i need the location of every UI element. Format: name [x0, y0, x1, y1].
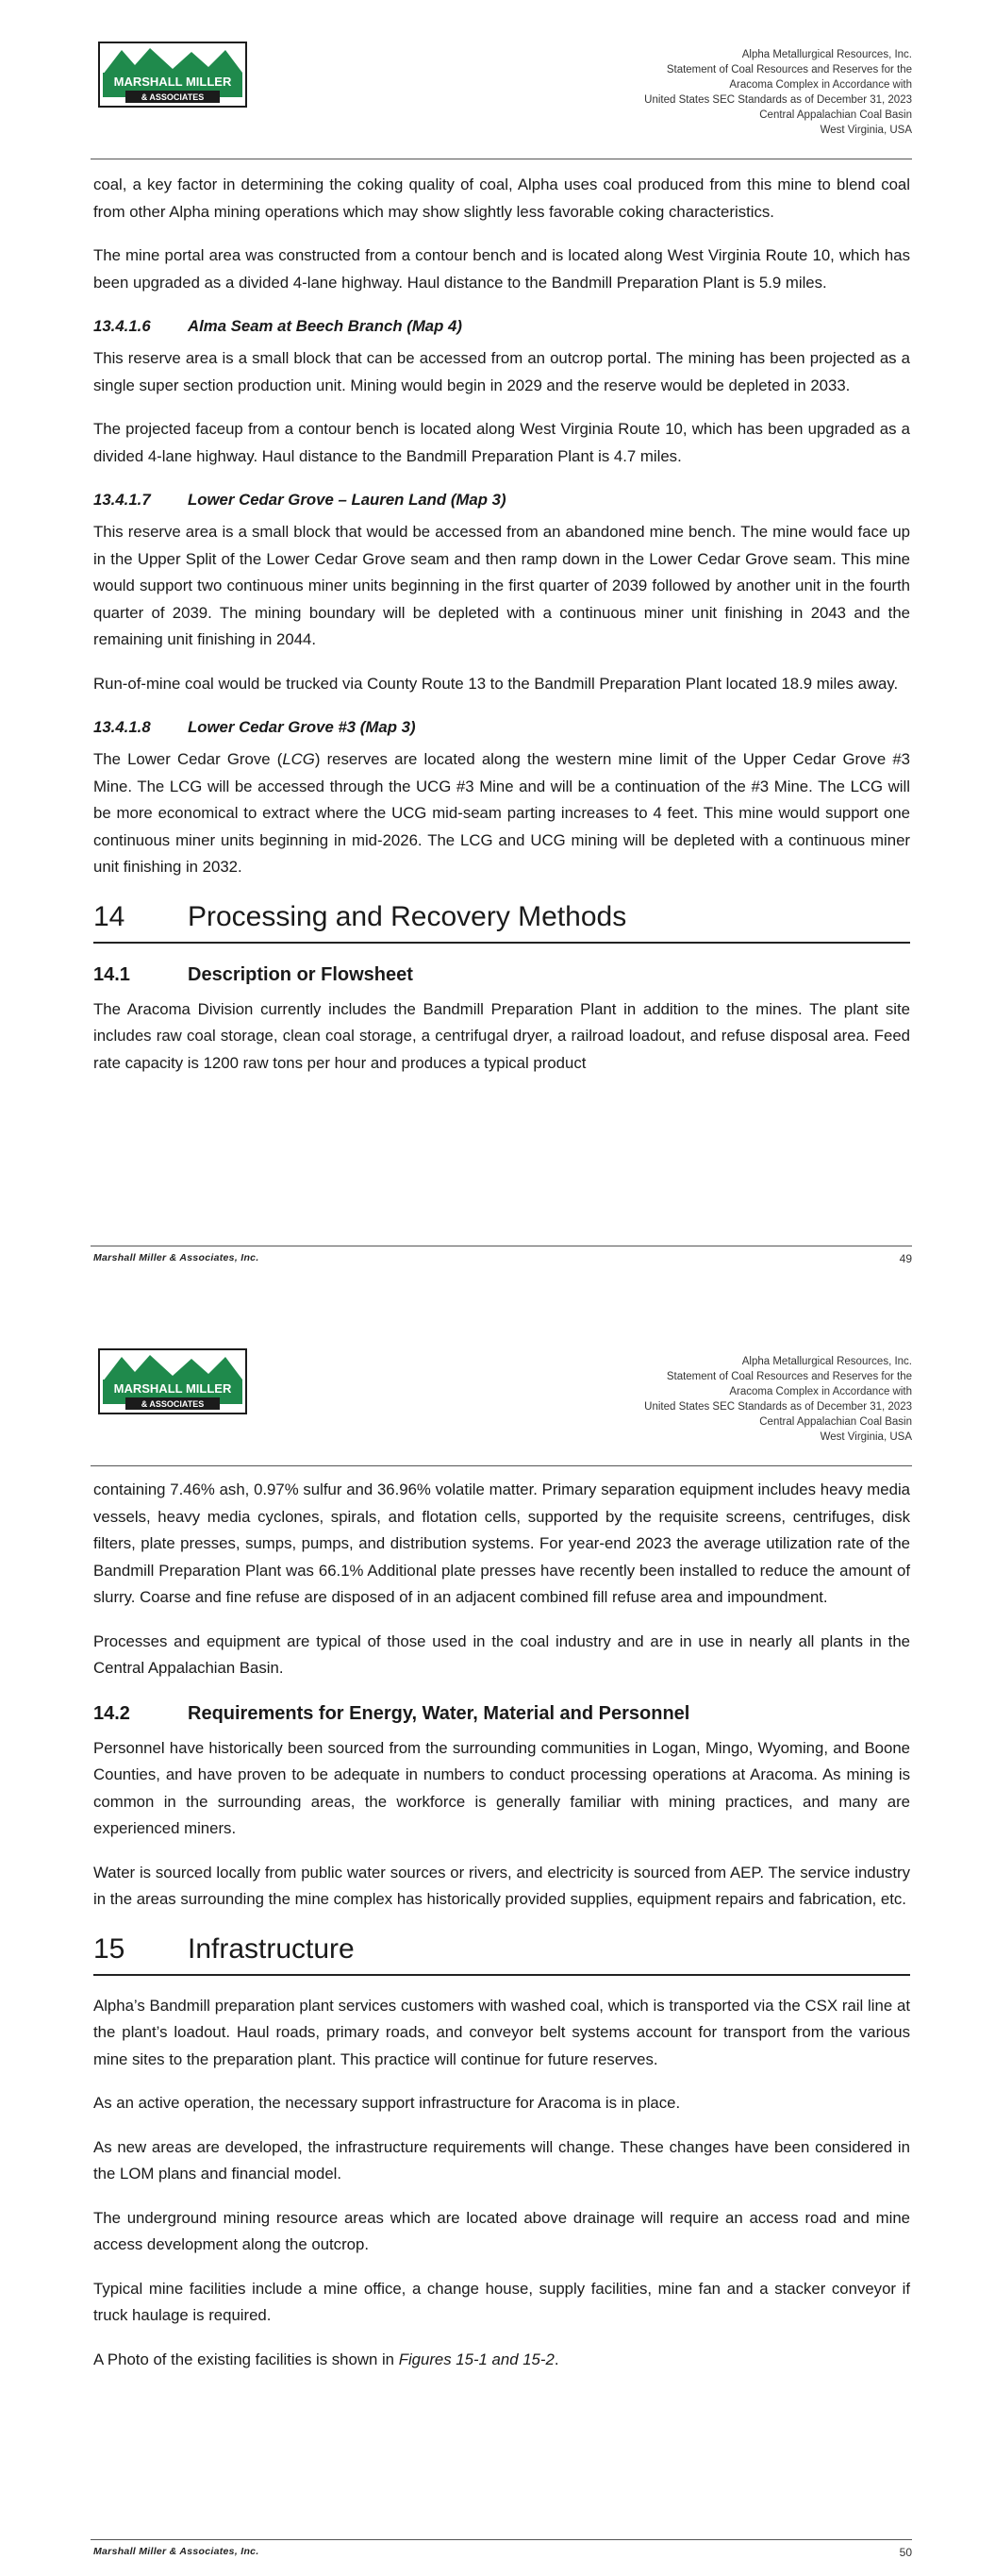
- paragraph: Processes and equipment are typical of those used in the coal industry and are in use in nearly all plants in the Central Appalachian Basin.: [93, 1631, 910, 1677]
- header-line: United States SEC Standards as of December 31, 2023: [644, 1401, 912, 1413]
- marshall-miller-logo: [97, 41, 248, 109]
- heading-title: Description or Flowsheet: [188, 963, 413, 985]
- page-body: [93, 1477, 910, 2390]
- paragraph: As new areas are developed, the infrastructure requirements will change. These changes have been considered in the LOM plans and financial model.: [93, 2137, 910, 2183]
- logo-graphic: [97, 41, 248, 109]
- paragraph: [93, 746, 910, 881]
- header-line: Statement of Coal Resources and Reserves for the: [666, 64, 912, 75]
- paragraph: Personnel have historically been sourced from the surrounding communities in Logan, Mingo, Wyoming, and Boone Counties, and have proven to be adequate in numbers to conduct processing operations at Aracoma. As mining is common in the surrounding areas, the workforce is generally familiar with mining practices, and many are experienced miners.: [93, 1738, 910, 1837]
- paragraph: Water is sourced locally from public water sources or rivers, and electricity is sourced from AEP. The service industry in the areas surrounding the mine complex has historically provided supplies, equipment repairs and fabrication, etc.: [93, 1863, 910, 1908]
- footer-divider: [91, 2539, 912, 2540]
- paragraph: The projected faceup from a contour bench is located along West Virginia Route 10, which has been upgraded as a divided 4-lane highway. Haul distance to the Bandmill Preparation Plant is 4.7 miles.: [93, 420, 910, 465]
- header-line: Alpha Metallurgical Resources, Inc.: [741, 1356, 912, 1367]
- section-heading-15: [93, 1931, 910, 1976]
- page-body: [93, 172, 910, 1094]
- paragraph: The mine portal area was constructed from a contour bench and is located along West Virginia Route 10, which has been upgraded as a divided 4-lane highway. Haul distance to the Bandmill Preparation Plant is 5.9 miles.: [93, 246, 910, 292]
- text-run: ) reserves are located along the western mine limit of the Upper Cedar Grove #3 Mine. The LCG will be accessed through the UCG #3 Mine and will be a continuation of the #3 Mine. The LCG will be more economical to extract where the UCG mid-seam parting increases to 4 feet. This mine would support one continuous miner units beginning in mid-2026. The LCG and UCG mining will be depleted with a continuous miner unit finishing in 2032.: [93, 750, 910, 876]
- footer-company: Marshall Miller & Associates, Inc.: [93, 1252, 259, 1263]
- paragraph: containing 7.46% ash, 0.97% sulfur and 36.96% volatile matter. Primary separation equipment includes heavy media vessels, heavy media cyclones, spirals, and flotation cells, supported by the requisite screens, centrifuges, disk filters, plate presses, sumps, pumps, and distribution systems. For year-end 2023 the average utilization rate of the Bandmill Preparation Plant was 66.1% Additional plate presses have recently been installed to reduce the amount of slurry. Coarse and fine refuse are disposed of in an adjacent combined fill refuse area and impoundment.: [93, 1480, 910, 1606]
- report-header: [644, 1354, 912, 1445]
- header-divider: [91, 1465, 912, 1466]
- paragraph: This reserve area is a small block that would be accessed from an abandoned mine bench. The mine would face up in the Upper Split of the Lower Cedar Grove seam and then ramp down in the Lower Cedar Grove seam. This mine would support two continuous miner units beginning in the first quarter of 2039 followed by another unit in the fourth quarter of 2039. The mining boundary will be depleted with a continuous miner unit finishing in 2043 and the remaining unit finishing in 2044.: [93, 523, 910, 648]
- page-separator: [0, 1283, 995, 1307]
- heading-number: 13.4.1.6: [93, 317, 151, 335]
- heading-number: 14: [93, 900, 125, 932]
- heading-title: Lower Cedar Grove #3 (Map 3): [188, 718, 416, 736]
- subsubsection-heading-13-4-1-7: [93, 487, 910, 513]
- header-line: Aracoma Complex in Accordance with: [729, 1386, 912, 1397]
- text-run: .: [554, 2350, 559, 2368]
- paragraph: Alpha’s Bandmill preparation plant services customers with washed coal, which is transported via the CSX rail line at the plant’s loadout. Haul roads, primary roads, and conveyor belt systems account for transport from the various mine sites to the preparation plant. This practice will continue for future reserves.: [93, 1996, 910, 2068]
- paragraph: Typical mine facilities include a mine office, a change house, supply facilities, mine fan and a stacker conveyor if truck haulage is required.: [93, 2279, 910, 2324]
- document-page-50: [0, 1307, 995, 2576]
- heading-number: 14.2: [93, 1702, 130, 1724]
- heading-title: Alma Seam at Beech Branch (Map 4): [188, 317, 462, 335]
- section-heading-14: [93, 898, 910, 944]
- paragraph: The Aracoma Division currently includes the Bandmill Preparation Plant in addition to the mines. The plant site includes raw coal storage, clean coal storage, a centrifugal dryer, a railroad loadout, and refuse disposal area. Feed rate capacity is 1200 raw tons per hour and produces a typical product: [93, 999, 910, 1072]
- header-line: Central Appalachian Coal Basin: [759, 1416, 912, 1428]
- logo-brand-top: MARSHALL MILLER: [113, 75, 232, 89]
- paragraph: [93, 2347, 910, 2374]
- header-line: United States SEC Standards as of December 31, 2023: [644, 94, 912, 106]
- marshall-miller-logo: [97, 1347, 248, 1415]
- paragraph: The underground mining resource areas which are located above drainage will require an access road and mine access development along the outcrop.: [93, 2208, 910, 2253]
- header-line: Alpha Metallurgical Resources, Inc.: [741, 49, 912, 60]
- subsection-heading-14-2: [93, 1699, 910, 1728]
- footer-company: Marshall Miller & Associates, Inc.: [93, 2546, 259, 2557]
- document-page-49: [0, 0, 995, 1283]
- paragraph: coal, a key factor in determining the coking quality of coal, Alpha uses coal produced from this mine to blend coal from other Alpha mining operations which may show slightly less favorable coking characteristics.: [93, 176, 910, 221]
- header-line: Central Appalachian Coal Basin: [759, 109, 912, 121]
- page-number: 49: [899, 1252, 912, 1265]
- logo-brand-bottom: & ASSOCIATES: [141, 92, 205, 102]
- subsubsection-heading-13-4-1-8: [93, 714, 910, 741]
- heading-title: Infrastructure: [188, 1932, 355, 1965]
- text-run: The Lower Cedar Grove (: [93, 750, 283, 768]
- heading-number: 13.4.1.8: [93, 718, 151, 736]
- paragraph: Run-of-mine coal would be trucked via County Route 13 to the Bandmill Preparation Plant located 18.9 miles away.: [93, 674, 899, 693]
- heading-number: 14.1: [93, 963, 130, 985]
- header-line: West Virginia, USA: [820, 1431, 912, 1443]
- heading-title: Requirements for Energy, Water, Material and Personnel: [188, 1702, 690, 1724]
- header-line: Aracoma Complex in Accordance with: [729, 79, 912, 91]
- logo-brand-top: MARSHALL MILLER: [113, 1381, 232, 1396]
- report-header: [644, 47, 912, 138]
- heading-number: 15: [93, 1932, 125, 1965]
- paragraph: As an active operation, the necessary support infrastructure for Aracoma is in place.: [93, 2094, 681, 2112]
- figure-reference: Figures 15-1 and 15-2: [398, 2350, 555, 2368]
- heading-title: Lower Cedar Grove – Lauren Land (Map 3): [188, 491, 506, 509]
- heading-number: 13.4.1.7: [93, 491, 151, 509]
- subsubsection-heading-13-4-1-6: [93, 313, 910, 340]
- text-run: A Photo of the existing facilities is shown in: [93, 2350, 399, 2368]
- page-number: 50: [899, 2546, 912, 2559]
- logo-graphic: [97, 1347, 248, 1415]
- abbreviation: LCG: [282, 750, 315, 768]
- subsection-heading-14-1: [93, 961, 910, 989]
- paragraph: This reserve area is a small block that can be accessed from an outcrop portal. The mining has been projected as a single super section production unit. Mining would begin in 2029 and the reserve would be depleted in 2033.: [93, 349, 910, 394]
- header-line: Statement of Coal Resources and Reserves for the: [666, 1371, 912, 1382]
- logo-brand-bottom: & ASSOCIATES: [141, 1399, 205, 1409]
- header-line: West Virginia, USA: [820, 125, 912, 136]
- heading-title: Processing and Recovery Methods: [188, 900, 627, 932]
